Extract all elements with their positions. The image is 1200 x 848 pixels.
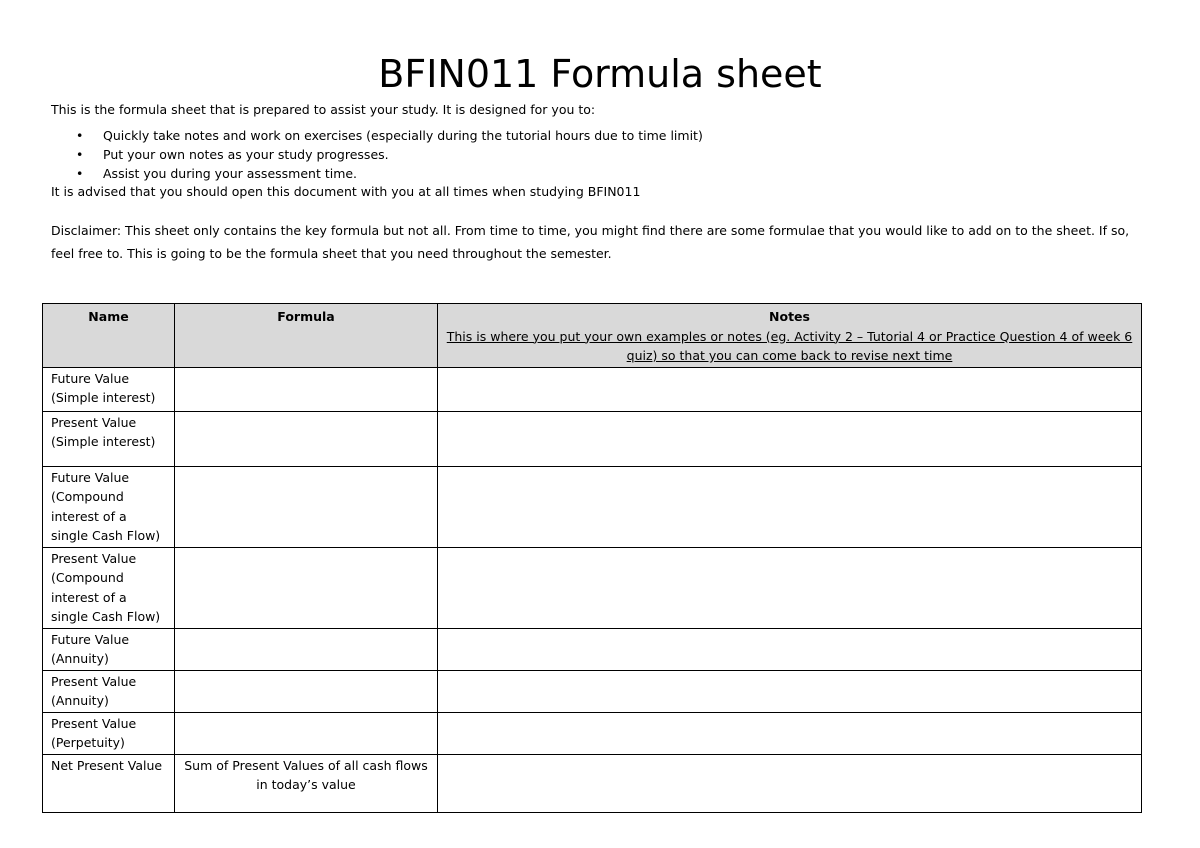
table-header-row: [43, 304, 1142, 368]
bullet-icon: •: [76, 128, 84, 143]
list-item-text: Put your own notes as your study progresses.: [103, 147, 389, 162]
row-name-cell: Present Value (Annuity): [43, 670, 175, 712]
advice-text: It is advised that you should open this document with you at all times when studying BFIN011: [51, 184, 641, 199]
row-notes-cell[interactable]: [438, 754, 1142, 812]
table-row: [43, 547, 1142, 628]
header-notes-label: Notes: [769, 309, 810, 324]
row-name-cell: Present Value (Perpetuity): [43, 712, 175, 754]
row-formula-cell[interactable]: [175, 411, 438, 466]
formula-table: [42, 303, 1142, 813]
table-row: [43, 466, 1142, 547]
table-row: [43, 670, 1142, 712]
header-notes: [438, 304, 1142, 368]
header-name: Name: [43, 304, 175, 368]
bullet-icon: •: [76, 147, 84, 162]
row-name-cell: Present Value (Simple interest): [43, 411, 175, 466]
list-item-text: Assist you during your assessment time.: [103, 166, 358, 181]
intro-text: This is the formula sheet that is prepared to assist your study. It is designed for you to:: [51, 102, 596, 117]
intro-section: [51, 101, 1151, 201]
disclaimer-text: Disclaimer: This sheet only contains the key formula but not all. From time to time, you might find there are some formulae that you would like to add on to the sheet. If so, feel free to. This is going to be the formula sheet that you need throughout the semester.: [51, 223, 1130, 261]
row-notes-cell[interactable]: [438, 367, 1142, 411]
row-formula-cell[interactable]: [175, 712, 438, 754]
row-formula-cell[interactable]: Sum of Present Values of all cash flows in today’s value: [175, 754, 438, 812]
row-formula-cell[interactable]: [175, 466, 438, 547]
row-name-cell: Future Value (Simple interest): [43, 367, 175, 411]
row-formula-cell[interactable]: [175, 547, 438, 628]
header-notes-subtitle: This is where you put your own examples or notes (eg. Activity 2 – Tutorial 4 or Practice Question 4 of week 6 quiz) so that you can come back to revise next time: [446, 328, 1133, 363]
table-row: [43, 712, 1142, 754]
bullet-icon: •: [76, 166, 84, 181]
table-row: [43, 411, 1142, 466]
row-notes-cell[interactable]: [438, 670, 1142, 712]
table-row: [43, 628, 1142, 670]
row-name-cell: Future Value (Compound interest of a single Cash Flow): [43, 466, 175, 547]
table-row: [43, 367, 1142, 411]
row-notes-cell[interactable]: [438, 628, 1142, 670]
row-notes-cell[interactable]: [438, 547, 1142, 628]
row-name-cell: Net Present Value: [43, 754, 175, 812]
list-item: [51, 145, 1151, 164]
table-row: [43, 754, 1142, 812]
row-formula-cell[interactable]: [175, 367, 438, 411]
row-name-cell: Future Value (Annuity): [43, 628, 175, 670]
row-notes-cell[interactable]: [438, 411, 1142, 466]
row-formula-cell[interactable]: [175, 628, 438, 670]
list-item: [51, 164, 1151, 183]
row-name-cell: Present Value (Compound interest of a single Cash Flow): [43, 547, 175, 628]
row-notes-cell[interactable]: [438, 712, 1142, 754]
list-item: [51, 126, 1151, 145]
header-formula: Formula: [175, 304, 438, 368]
page-title: BFIN011 Formula sheet: [378, 52, 822, 96]
row-notes-cell[interactable]: [438, 466, 1142, 547]
purpose-list: [51, 126, 1151, 183]
list-item-text: Quickly take notes and work on exercises (especially during the tutorial hours due to time limit): [103, 128, 703, 143]
row-formula-cell[interactable]: [175, 670, 438, 712]
